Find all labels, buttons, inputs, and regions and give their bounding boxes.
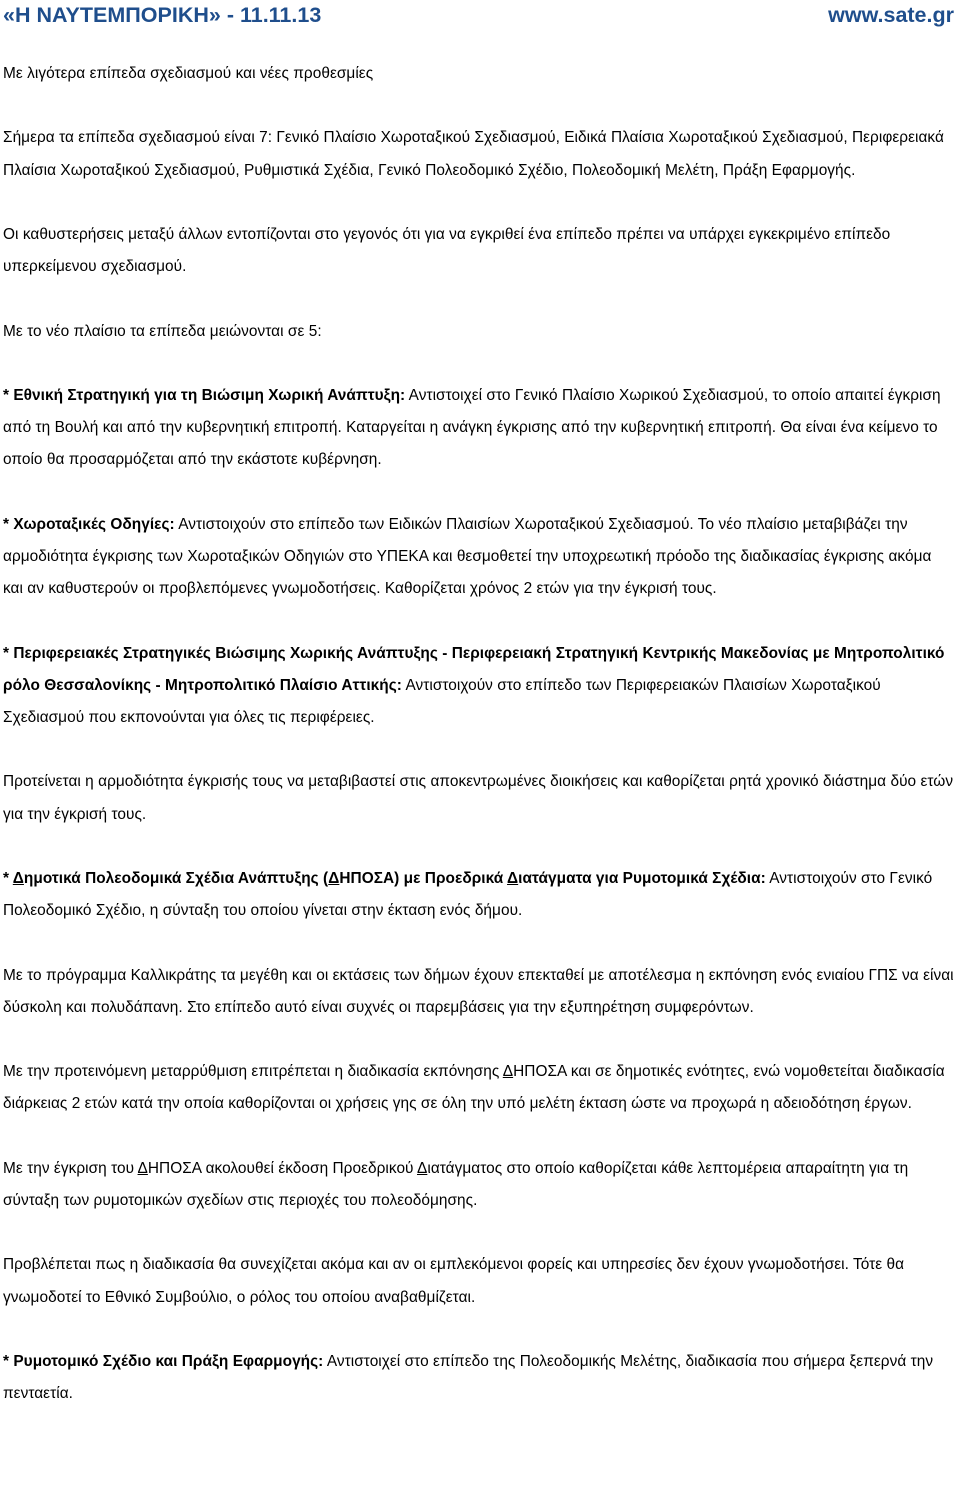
section-text: Αντιστοιχούν στο επίπεδο των Περιφερειακών Πλαισίων Χωροταξικού Σχεδιασμού που εκπονούνται για όλες τις περιφέρειες. — [3, 676, 881, 726]
section-heading: * Εθνική Στρατηγική για τη Βιώσιμη Χωρική Ανάπτυξη: — [3, 386, 406, 404]
section-text: Αντιστοιχεί στο Γενικό Πλαίσιο Χωρικού Σχεδιασμού, το οποίο απαιτεί έγκριση από τη Βουλή και από την κυβερνητική επιτροπή. Καταργείται η ανάγκη έγκρισης από την κυβερνητική επιτροπή. Θα είναι ένα κείμενο το οποίο θα προσαρμόζεται από την εκάστοτε κυβέρνηση. — [3, 386, 941, 469]
section-heading: * Ρυμοτομικό Σχέδιο και Πράξη Εφαρμογής: — [3, 1352, 324, 1370]
section-heading: * Χωροταξικές Οδηγίες: — [3, 515, 175, 533]
header-source: «Η ΝΑΥΤΕΜΠΟΡΙΚΗ» - 11.11.13 — [3, 3, 322, 27]
article-title: Με λιγότερα επίπεδα σχεδιασμού και νέες προθεσμίες — [3, 65, 374, 82]
paragraph-reform: Με την προτεινόμενη μεταρρύθμιση επιτρέπεται η διαδικασία εκπόνησης ΔΗΠΟΣΑ και σε δημοτικές ενότητες, ενώ νομοθετείται διαδικασία διάρκειας 2 ετών κατά την οποία καθορίζονται οι χρήσεις γης σε όλη την υπό μελέτη έκταση ώστε να προχωρά η αδειοδότηση έργων. — [3, 1063, 945, 1113]
section-heading: * Δημοτικά Πολεοδομικά Σχέδια Ανάπτυξης (ΔΗΠΟΣΑ) με Προεδρικά Διατάγματα για Ρυμοτομικά Σχέδια: — [3, 869, 766, 887]
section-zoning-plan — [3, 1346, 955, 1410]
section-regional-strategies — [3, 638, 955, 735]
article-body — [3, 58, 955, 1410]
paragraph-new-framework: Με το νέο πλαίσιο τα επίπεδα μειώνονται σε 5: — [3, 322, 322, 340]
paragraph-levels-today: Σήμερα τα επίπεδα σχεδιασμού είναι 7: Γενικό Πλαίσιο Χωροταξικού Σχεδιασμού, Ειδικά Πλαίσια Χωροταξικού Σχεδιασμού, Περιφερειακά Πλαίσια Χωροταξικού Σχεδιασμού, Ρυθμιστικά Σχέδια, Γενικό Πολεοδομικό Σχέδιο, Πολεοδομική Μελέτη, Πράξη Εφαρμογής. — [3, 129, 944, 179]
paragraph-national-council: Προβλέπεται πως η διαδικασία θα συνεχίζεται ακόμα και αν οι εμπλεκόμενοι φορείς και υπηρεσίες δεν έχουν γνωμοδοτήσει. Τότε θα γνωμοδοτεί το Εθνικό Συμβούλιο, ο ρόλος του οποίου αναβαθμίζεται. — [3, 1256, 905, 1306]
header-website: www.sate.gr — [828, 3, 954, 27]
section-text: Αντιστοιχούν στο επίπεδο των Ειδικών Πλαισίων Χωροταξικού Σχεδιασμού. Το νέο πλαίσιο μεταβιβάζει την αρμοδιότητα έγκρισης των Χωροταξικών Οδηγιών στο ΥΠΕΚΑ και θεσμοθετεί την υποχρεωτική πρόοδο της διαδικασίας έγκρισης ακόμα και αν καθυστερούν οι προβλεπόμενες γνωμοδοτήσεις. Καθορίζεται χρόνος 2 ετών για την έγκρισή τους. — [3, 515, 932, 598]
paragraph-approval-authority: Προτείνεται η αρμοδιότητα έγκρισής τους να μεταβιβαστεί στις αποκεντρωμένες διοικήσεις και καθορίζεται ρητά χρονικό διάστημα δύο ετών για την έγκρισή τους. — [3, 773, 954, 823]
section-heading: * Περιφερειακές Στρατηγικές Βιώσιμης Χωρικής Ανάπτυξης - Περιφερειακή Στρατηγική Κεντρικής Μακεδονίας με Μητροπολιτικό ρόλο Θεσσαλονίκης - Μητροπολιτικό Πλαίσιο Αττικής: — [3, 644, 945, 694]
paragraph-decree: Με την έγκριση του ΔΗΠΟΣΑ ακολουθεί έκδοση Προεδρικού Διατάγματος στο οποίο καθορίζεται κάθε λεπτομέρεια απαραίτητη για τη σύνταξη των ρυμοτομικών σχεδίων στις περιοχές του πολεοδόμησης. — [3, 1159, 909, 1209]
page-header — [3, 2, 954, 32]
section-spatial-guidelines — [3, 509, 955, 606]
paragraph-delays: Οι καθυστερήσεις μεταξύ άλλων εντοπίζονται στο γεγονός ότι για να εγκριθεί ένα επίπεδο πρέπει να υπάρχει εγκεκριμένο επίπεδο υπερκείμενου σχεδιασμού. — [3, 225, 891, 276]
section-national-strategy — [3, 380, 955, 477]
paragraph-kallikratis: Με το πρόγραμμα Καλλικράτης τα μεγέθη και οι εκτάσεις των δήμων έχουν επεκταθεί με αποτέλεσμα η εκπόνηση ενός ενιαίου ΓΠΣ να είναι δύσκολη και πολυδάπανη. Στο επίπεδο αυτό είναι συχνές οι παρεμβάσεις για την εξυπηρέτηση συμφερόντων. — [3, 966, 954, 1016]
section-text: Αντιστοιχεί στο επίπεδο της Πολεοδομικής Μελέτης, διαδικασία που σήμερα ξεπερνά την πενταετία. — [3, 1352, 934, 1403]
section-municipal-plans — [3, 863, 955, 927]
section-text: Αντιστοιχούν στο Γενικό Πολεοδομικό Σχέδιο, η σύνταξη του οποίου γίνεται στην έκταση ενός δήμου. — [3, 869, 933, 920]
